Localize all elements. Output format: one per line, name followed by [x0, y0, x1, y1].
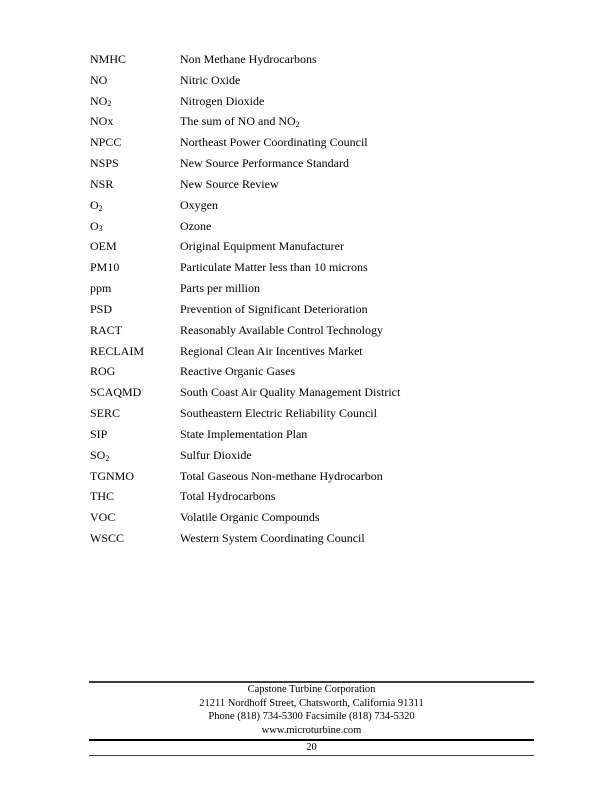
footer-bottom-rule [89, 755, 534, 756]
glossary-term: WSCC [90, 531, 125, 546]
glossary-term: THC [90, 489, 114, 504]
glossary-definition: South Coast Air Quality Management District [180, 385, 401, 400]
glossary-row [90, 174, 532, 195]
page-number: 20 [306, 741, 317, 753]
glossary-term: PSD [90, 301, 113, 316]
glossary-definition: Volatile Organic Compounds [180, 510, 320, 525]
glossary-term: SIP [90, 426, 108, 441]
glossary-definition: Parts per million [180, 281, 260, 296]
glossary-row [90, 153, 532, 174]
glossary-row [90, 132, 532, 153]
glossary-row [90, 111, 532, 132]
glossary-term: SERC [90, 406, 121, 421]
glossary-row [90, 91, 532, 112]
glossary-row [90, 299, 532, 320]
glossary-term: $NO_2$ [90, 93, 112, 109]
glossary-definition: Particulate Matter less than 10 microns [180, 260, 368, 275]
glossary-row [90, 236, 532, 257]
glossary-row [90, 466, 532, 487]
glossary-definition: Prevention of Significant Deterioration [180, 301, 368, 316]
glossary-term: VOC [90, 510, 116, 525]
footer [89, 683, 534, 738]
glossary-definition: State Implementation Plan [180, 426, 308, 441]
glossary-row [90, 320, 532, 341]
glossary-term: NMHC [90, 52, 127, 66]
glossary-row [90, 341, 532, 362]
glossary-term: ppm [90, 281, 112, 296]
glossary-row [90, 70, 532, 91]
glossary-definition: Original Equipment Manufacturer [180, 239, 344, 254]
glossary-row [90, 486, 532, 507]
glossary-term: SCAQMD [90, 385, 142, 400]
glossary-definition: Nitric Oxide [180, 72, 241, 87]
footer-address: 21211 Nordhoff Street, Chatsworth, California 91311 [199, 697, 424, 709]
footer-phone-fax: Phone (818) 734-5300 Facsimile (818) 734-5320 [208, 711, 415, 723]
glossary-definition: Regional Clean Air Incentives Market [180, 343, 363, 358]
glossary-row [90, 445, 532, 466]
glossary-term: $O_2$ [90, 197, 103, 213]
glossary-row [90, 49, 532, 70]
glossary-definition: The sum of NO and $NO_2$ [180, 114, 300, 130]
glossary-term: $SO_2$ [90, 447, 110, 463]
glossary-row [90, 528, 532, 549]
glossary-row [90, 195, 532, 216]
glossary-row [90, 424, 532, 445]
glossary-row [90, 278, 532, 299]
glossary-definition: Total Hydrocarbons [180, 489, 276, 504]
glossary-definition: Nitrogen Dioxide [180, 93, 265, 108]
glossary-definition: Oxygen [180, 197, 218, 212]
glossary-row [90, 257, 532, 278]
glossary-term: NSR [90, 176, 114, 191]
glossary-row [90, 382, 532, 403]
glossary-definition: Sulfur Dioxide [180, 447, 252, 462]
glossary-definition: Reasonably Available Control Technology [180, 322, 384, 337]
glossary-term: NOx [90, 114, 114, 129]
footer-website: www.microturbine.com [261, 725, 362, 737]
glossary-term: RACT [90, 322, 123, 337]
glossary-term: NO [90, 72, 108, 87]
glossary-term: PM10 [90, 260, 120, 275]
glossary-term: NPCC [90, 135, 122, 150]
glossary-definition: Northeast Power Coordinating Council [180, 135, 368, 150]
glossary-definition: New Source Performance Standard [180, 156, 349, 171]
glossary-term: TGNMO [90, 468, 134, 483]
glossary-definition: Total Gaseous Non-methane Hydrocarbon [180, 468, 383, 483]
glossary-definition: Non Methane Hydrocarbons [180, 52, 317, 66]
glossary-row [90, 361, 532, 382]
glossary-list [90, 49, 532, 549]
glossary-term: $O_3$ [90, 218, 103, 234]
glossary-definition: Western System Coordinating Council [180, 531, 365, 546]
glossary-row [90, 216, 532, 237]
glossary-definition: Reactive Organic Gases [180, 364, 296, 379]
glossary-term: RECLAIM [90, 343, 144, 358]
footer-company-name: Capstone Turbine Corporation [247, 684, 376, 695]
glossary-term: NSPS [90, 156, 119, 171]
glossary-definition: Southeastern Electric Reliability Council [180, 406, 377, 421]
glossary-definition: New Source Review [180, 176, 279, 191]
glossary-term: ROG [90, 364, 116, 379]
glossary-row [90, 507, 532, 528]
glossary-term: OEM [90, 239, 117, 254]
glossary-definition: Ozone [180, 218, 212, 233]
glossary-row [90, 403, 532, 424]
